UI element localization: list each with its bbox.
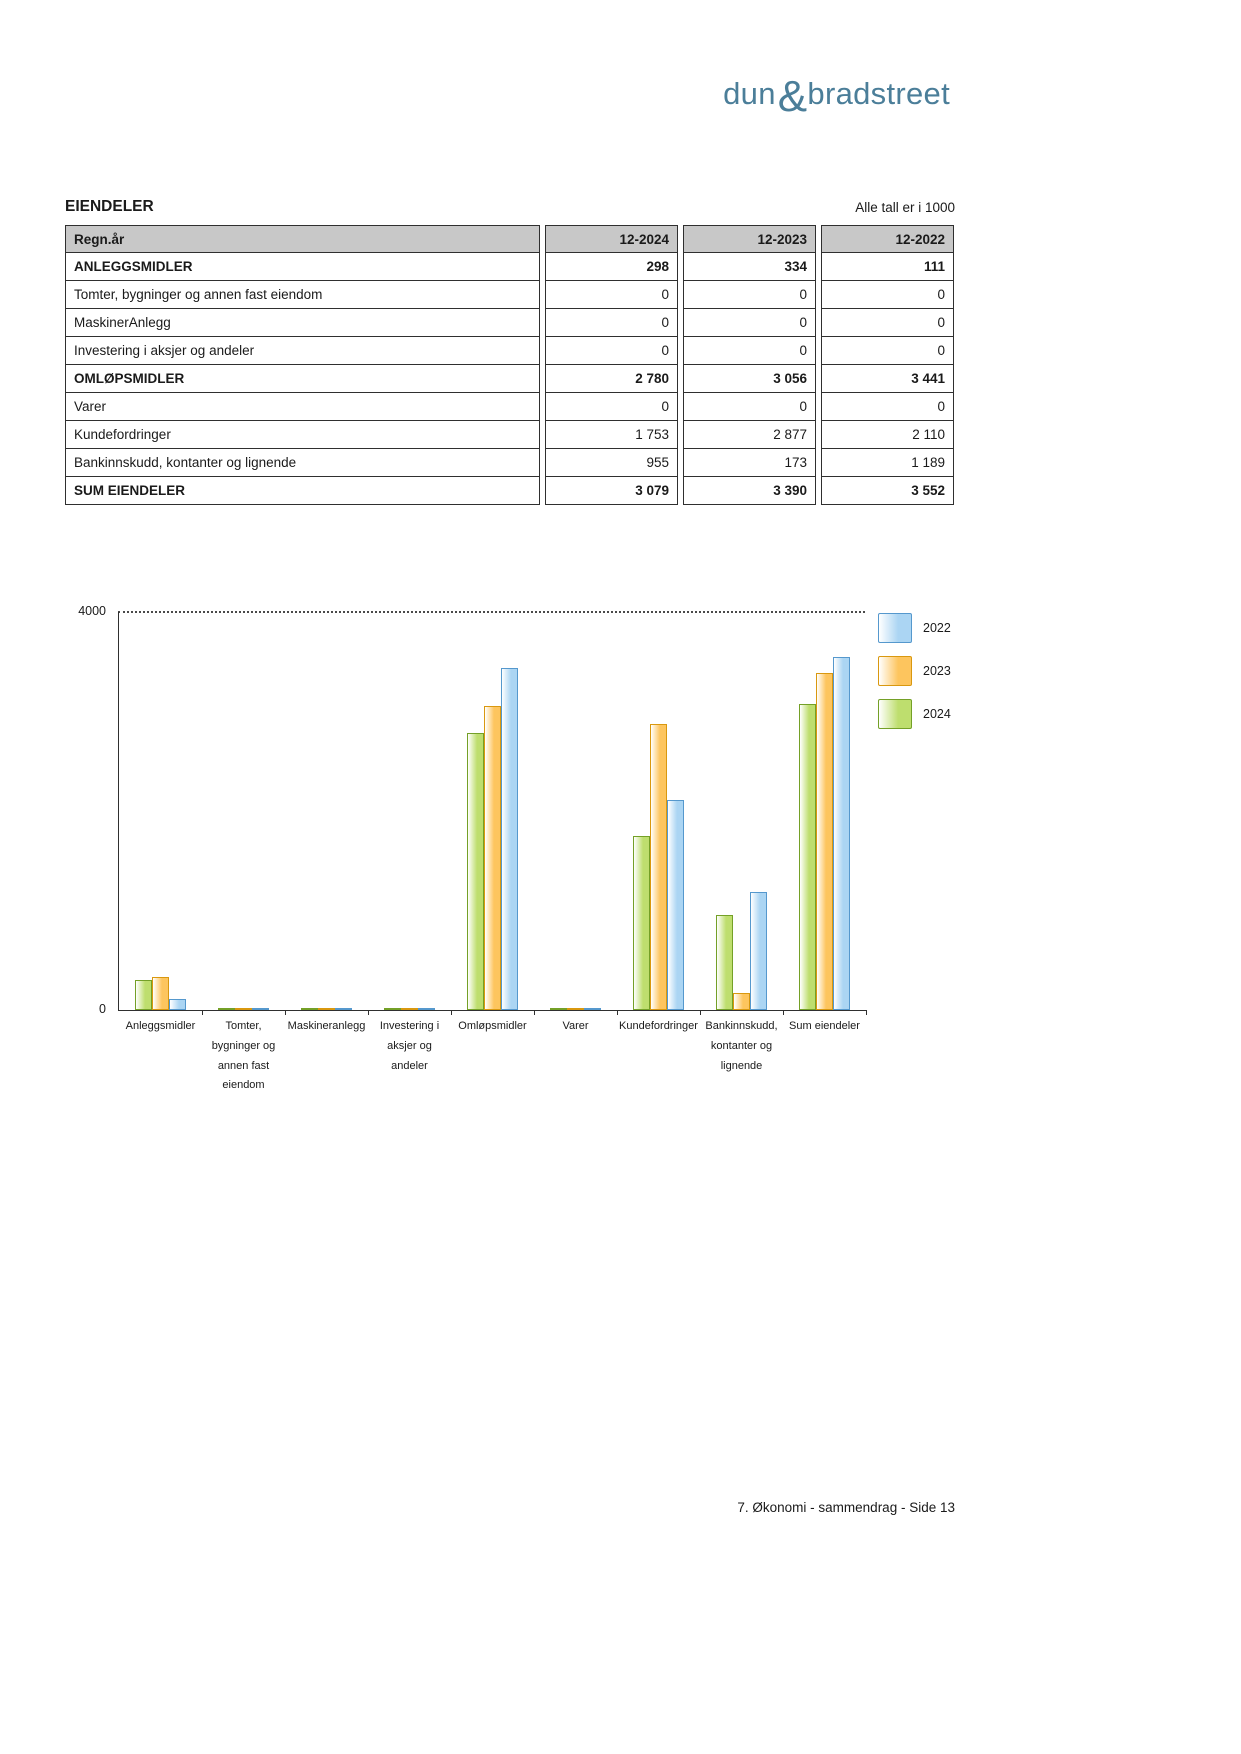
row-value: 0	[683, 337, 816, 365]
bar-2023	[484, 706, 501, 1010]
table-header-row	[65, 225, 954, 253]
bar-2022	[335, 1008, 352, 1010]
row-label: Kundefordringer	[65, 421, 540, 449]
row-value: 955	[545, 449, 678, 477]
legend-swatch-2024	[878, 699, 912, 729]
bar-2023	[235, 1008, 252, 1010]
bar-group	[451, 612, 534, 1010]
bar-2024	[633, 836, 650, 1010]
row-value: 0	[683, 393, 816, 421]
row-label: Bankinnskudd, kontanter og lignende	[65, 449, 540, 477]
bar-2024	[301, 1008, 318, 1010]
bar-2023	[733, 993, 750, 1010]
legend-swatch-2023	[878, 656, 912, 686]
bar-2023	[816, 673, 833, 1010]
bar-2024	[135, 980, 152, 1010]
row-value: 0	[545, 281, 678, 309]
bar-group	[700, 612, 783, 1010]
row-label: Investering i aksjer og andeler	[65, 337, 540, 365]
bar-group	[368, 612, 451, 1010]
row-value: 3 056	[683, 365, 816, 393]
row-label: Varer	[65, 393, 540, 421]
bar-2022	[169, 999, 186, 1010]
assets-bar-chart	[119, 612, 866, 1010]
row-label: Tomter, bygninger og annen fast eiendom	[65, 281, 540, 309]
bar-2024	[799, 704, 816, 1010]
bar-group	[285, 612, 368, 1010]
bar-2022	[750, 892, 767, 1010]
row-value: 0	[545, 393, 678, 421]
table-row	[65, 253, 954, 281]
row-value: 2 780	[545, 365, 678, 393]
table-row	[65, 337, 954, 365]
ampersand-icon: &	[777, 72, 808, 121]
table-row	[65, 477, 954, 505]
y-axis-min-label: 0	[99, 1002, 106, 1016]
bar-2024	[716, 915, 733, 1010]
bar-2022	[833, 657, 850, 1010]
row-value: 3 552	[821, 477, 954, 505]
legend-item-2024	[878, 699, 951, 729]
row-value: 1 753	[545, 421, 678, 449]
row-value: 0	[821, 393, 954, 421]
x-axis-labels	[119, 1017, 866, 1096]
column-header-year: 12-2023	[683, 225, 816, 253]
row-value: 0	[821, 281, 954, 309]
bar-2024	[550, 1008, 567, 1010]
page-title: EIENDELER	[65, 198, 154, 215]
row-value: 3 079	[545, 477, 678, 505]
x-axis-line	[118, 1010, 866, 1011]
row-value: 2 877	[683, 421, 816, 449]
row-value: 1 189	[821, 449, 954, 477]
bar-group	[617, 612, 700, 1010]
row-value: 298	[545, 253, 678, 281]
bar-2023	[567, 1008, 584, 1010]
row-value: 0	[683, 309, 816, 337]
bar-2022	[418, 1008, 435, 1010]
row-label: MaskinerAnlegg	[65, 309, 540, 337]
row-label: OMLØPSMIDLER	[65, 365, 540, 393]
legend-item-2022	[878, 613, 951, 643]
column-header-label: Regn.år	[65, 225, 540, 253]
logo-text-bradstreet: bradstreet	[807, 76, 950, 111]
table-row	[65, 421, 954, 449]
bar-2023	[318, 1008, 335, 1010]
bar-group	[783, 612, 866, 1010]
legend-swatch-2022	[878, 613, 912, 643]
bar-2024	[384, 1008, 401, 1010]
x-axis-label: Omløpsmidler	[458, 1020, 527, 1032]
x-axis-label: Bankinnskudd, kontanter og lignende	[705, 1020, 778, 1072]
x-axis-label: Investering i aksjer og andeler	[379, 1020, 440, 1072]
bar-group	[202, 612, 285, 1010]
bar-2023	[152, 977, 169, 1010]
row-value: 3 390	[683, 477, 816, 505]
row-value: 0	[545, 337, 678, 365]
units-note: Alle tall er i 1000	[855, 200, 955, 215]
page-footer: 7. Økonomi - sammendrag - Side 13	[737, 1500, 955, 1515]
x-axis-label: Anleggsmidler	[125, 1020, 196, 1032]
table-row	[65, 393, 954, 421]
legend-label: 2024	[923, 707, 951, 721]
bar-2022	[667, 800, 684, 1010]
legend-item-2023	[878, 656, 951, 686]
bar-2023	[401, 1008, 418, 1010]
legend-label: 2022	[923, 621, 951, 635]
logo-text-dun: dun	[723, 76, 776, 111]
bar-2024	[218, 1008, 235, 1010]
row-value: 173	[683, 449, 816, 477]
bar-2022	[252, 1008, 269, 1010]
row-value: 0	[821, 337, 954, 365]
table-row	[65, 449, 954, 477]
row-value: 111	[821, 253, 954, 281]
y-axis-max-label: 4000	[78, 604, 106, 618]
row-value: 3 441	[821, 365, 954, 393]
row-label: SUM EIENDELER	[65, 477, 540, 505]
row-label: ANLEGGSMIDLER	[65, 253, 540, 281]
bar-group	[534, 612, 617, 1010]
table-row	[65, 309, 954, 337]
column-header-year: 12-2024	[545, 225, 678, 253]
bar-2023	[650, 724, 667, 1010]
row-value: 2 110	[821, 421, 954, 449]
assets-table	[60, 225, 959, 505]
row-value: 0	[683, 281, 816, 309]
column-header-year: 12-2022	[821, 225, 954, 253]
row-value: 0	[821, 309, 954, 337]
row-value: 0	[545, 309, 678, 337]
x-axis-label: Varer	[562, 1020, 589, 1032]
chart-legend	[878, 613, 951, 729]
x-axis-label: Sum eiendeler	[789, 1020, 860, 1032]
bar-group	[119, 612, 202, 1010]
bar-2024	[467, 733, 484, 1010]
bar-2022	[501, 668, 518, 1010]
x-axis-label: Tomter, bygninger og annen fast eiendom	[211, 1020, 276, 1092]
table-row	[65, 365, 954, 393]
legend-label: 2023	[923, 664, 951, 678]
bar-2022	[584, 1008, 601, 1010]
x-axis-label: Maskineranlegg	[287, 1020, 366, 1032]
row-value: 334	[683, 253, 816, 281]
x-axis-label: Kundefordringer	[619, 1020, 698, 1032]
dun-bradstreet-logo	[723, 72, 950, 122]
table-row	[65, 281, 954, 309]
